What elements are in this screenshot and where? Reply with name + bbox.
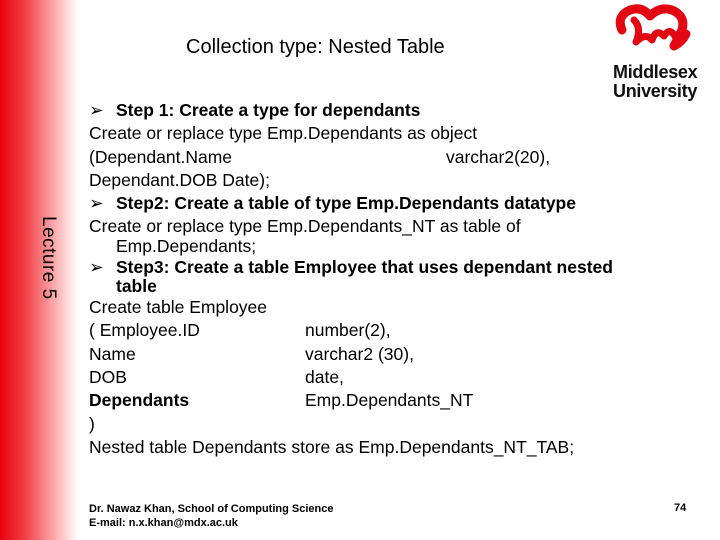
- column-name: Name: [89, 343, 136, 364]
- code-line: Create or replace type Emp.Dependants_NT as table of: [89, 216, 521, 237]
- code-line: Create or replace type Emp.Dependants as object: [89, 123, 478, 144]
- arrow-bullet-icon: ➢: [89, 100, 104, 120]
- arrow-bullet-icon: ➢: [89, 193, 104, 214]
- code-type: varchar2(20),: [446, 146, 551, 167]
- step1-bullet: [89, 99, 714, 122]
- logo-line2: University: [613, 81, 698, 101]
- code-text: (Dependant.Name: [89, 146, 232, 167]
- code-row: [89, 319, 714, 342]
- column-type: number(2),: [305, 320, 391, 341]
- code-line: Nested table Dependants store as Emp.Dependants_NT_TAB;: [89, 436, 575, 457]
- code-line: Dependant.DOB Date);: [89, 169, 270, 190]
- code-row: [89, 389, 714, 412]
- code-line: Emp.Dependants;: [116, 235, 257, 256]
- footer-author: Dr. Nawaz Khan, School of Computing Science: [89, 503, 334, 515]
- column-name: ( Employee.ID: [89, 320, 200, 341]
- slide-body: [89, 99, 714, 459]
- column-type: date,: [305, 366, 344, 387]
- step3-text-cont: table: [116, 276, 157, 297]
- footer-credits: [89, 502, 333, 530]
- arrow-bullet-icon: ➢: [89, 256, 104, 277]
- logo-line1: Middlesex: [613, 62, 698, 82]
- column-name: DOB: [89, 366, 127, 387]
- code-line: Create table Employee: [89, 297, 268, 318]
- step2-bullet: [89, 192, 714, 215]
- column-name: Dependants: [89, 390, 190, 411]
- lecture-label: Lecture 5: [38, 216, 59, 300]
- step1-text: Step 1: Create a type for dependants: [116, 100, 421, 120]
- column-type: Emp.Dependants_NT: [305, 390, 474, 411]
- code-line: [89, 146, 714, 169]
- footer-email: E-mail: n.x.khan@mdx.ac.uk: [89, 517, 238, 529]
- column-type: varchar2 (30),: [305, 343, 414, 364]
- code-row: [89, 343, 714, 366]
- code-row: [89, 366, 714, 389]
- step3-text: Step3: Create a table Employee that uses dependant nested: [116, 256, 613, 277]
- page-number: 74: [674, 502, 687, 514]
- code-line: ): [89, 413, 95, 434]
- slide-title: Collection type: Nested Table: [186, 36, 445, 58]
- step2-text: Step2: Create a table of type Emp.Dependants datatype: [116, 193, 576, 214]
